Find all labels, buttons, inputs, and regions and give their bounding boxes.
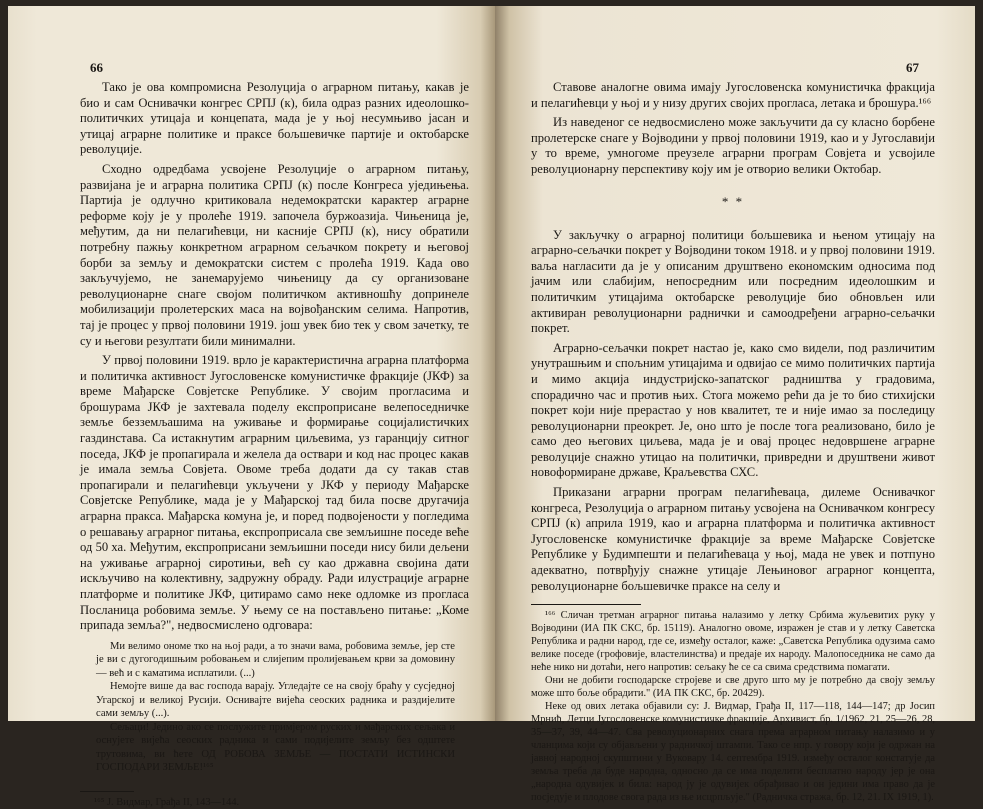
quote-paragraph: Немојте више да вас господа варају. Угледајте се на своју браћу у сусједној Угарској и великој Русији. Оснивајте вијећа сеоских радника и раздијелите сами земљу (...).: [96, 681, 455, 720]
paragraph: Сходно одредбама усвојене Резолуције о аграрном питању, развијана је и аграрна политика СРПЈ (к) после Конгреса уједињења. Партија је одлучно критиковала недемократски карактер аграрне реформе коју је у пролеће 1919. започела буржоазија. Чињеница је, међутим, да ни пелагићевци, ни касније СРПЈ (к), нису обратили потребну пажњу конкретном аграрном сељачком покрету и његовој борби за земљу и демократски систем с пролећа 1919. Када ово закључујемо, не занемарујемо чињеницу да су организоване револуционарне снаге својом политичком активношћу допринеле мобилизацији пролетерских маса на војвођанским селима. Напротив, тај је процес у првој половини 1919. још увек био тек у свом зачетку, те су и његови резултати били минимални.: [80, 161, 469, 348]
paragraph: У закључку о аграрној политици бољшевика и њеном утицају на аграрно-сељачки покрет у Војводини током 1918. и у првој половини 1919. ваља нагласити да је у описаним друштвено економским односима под јачим или слабијим, непосредним или посредним идеолошким и политичким утицајима октобарске револуције био обновљен или активиран револуционарни раднички и самоодређени аграрно-сељачки покрет.: [531, 227, 935, 336]
footnote-divider: [80, 791, 134, 792]
page-number-right: 67: [906, 60, 919, 75]
left-page: [8, 6, 495, 808]
open-book: [8, 6, 975, 808]
right-page: [495, 6, 975, 804]
footnote: Неке од ових летака објавили су: Ј. Видмар, Грађа II, 117—118, 144—147; др Јосип Мрнић, Летци Југословенске комунистичке фракције, Архивист, бр. 1/1962, 21, 25—26, 28, 35—37, 39, 44—47. Сва револуционарних снага према аграрном питању налазимо и у чланцима који су објављени у радничкој штампи. Тако се нпр. у говору који је одржан на јавној народној скупштини у Вуковару 14. септембра 1919. између осталог констатује да земља треба да буде народна, односно да се има поделити бесплатно народу јер је она „народна одувијек и била: народ ју је одувијек обрађивао и он једини има право да је посједује и плодове свога рада из ње исцрпљује." (Радничка стража, бр. 12, 21. IX 1919, 1).: [531, 701, 935, 804]
paragraph: Аграрно-сељачки покрет настао је, како смо видели, под различитим унутрашњим и спољним утицајима и одвијао се мимо политичких партија и мимо акција индустријско-запатског радништва у градовима, спорадично час и против њих. Стога можемо рећи да је то био стихијски покрет који није прерастао у нов квалитет, те и није имао за последицу револуционарни преокрет. Је, оно што је после тога реализовано, било је само део његових циљева, мада је и овај процес недовршене аграрне револуције снажно утицао на политички, привредни и друштвени живот новоформиране државе, Краљевства СХС.: [531, 340, 935, 480]
section-separator: * *: [721, 193, 745, 209]
paragraph: Тако је ова компромисна Резолуција о аграрном питању, какав је био и сам Оснивачки конгрес СРПЈ (к), била одраз разних идеолошко-политичких утицаја и концепата, мада је у њој несумњиво јасан и утицај аграрне политике и праксе бољшевичке партије и октобарске револуције.: [80, 80, 469, 157]
footnote: ¹⁶⁵ Ј. Видмар, Грађа II, 143—144.: [94, 796, 240, 808]
block-quote: [96, 640, 455, 775]
quote-paragraph: Ми велимо ономе тко на њој ради, а то значи вама, робовима земље, јер сте је ви с дугогодишњим робовањем и слијепим пролијевањем крви за домовину — већ и с каматима исплатили. (...): [96, 640, 455, 679]
footnote: Они не добити господарске стројеве и све друго што му је потребно да своју земљу може што боље обрадити." (ИА ПК СКС, бр. 20429).: [531, 675, 935, 700]
paragraph: У првој половини 1919. врло је карактеристична аграрна платформа и политичка активност Југословенске комунистичке фракције (ЈКФ) за време Мађарске Совјетске Републике. У својим прогласима и брошурама ЈКФ је захтевала поделу експроприсане велепоседничке земље безземљашима на уживање и формирање социјалистичких газдинстава. Са истакнутим аграрним циљевима, уз гаранцију ситног поседа, ЈКФ је пропагирала и желела да оствари и код нас процес какав је имала земља Совјета. Овоме треба додати да су такав став пропагирали и пелагићевци укључени у ЈКФ у периоду Мађарске Совјетске Републике, мада је у Мађарској тад била посве другачија аграрна пракса. Мађарска комуна је, и поред подвојености у погледима о решавању аграрног питања, експроприсала све земљишне поседе веће од 50 ха. Међутим, експроприсани земљишни поседи нису били дељени на уживање аграрној сиротињи, већ су као државна својина дати искључиво на колективну, задружну обраду. Ради илустрације аграрне платформе и политике ЈКФ, цитирамо само неке одломке из прогласа Посланица робовима земље. У њему се на постављено питање: „Коме припада земља?", недвосмислено одговара:: [80, 353, 469, 633]
paragraph: Ставове аналогне овима имају Југословенска комунистичка фракција и пелагићевци у њој и у низу других својих прогласа, летака и брошура.¹⁶⁶: [531, 80, 935, 110]
footnote-divider: [531, 604, 641, 605]
footnote: ¹⁶⁶ Сличан третман аграрног питања налазимо у летку Србима жуљевитих руку у Војводини (ИА ПК СКС, бр. 15119). Аналогно овоме, изражен је став и у летку Саветска Република и радни народ, где се, између осталог, каже: „Саветска Република одузима само велике поседе (грофовије, властелинства) и предаје их народу. Малопоседника не само да неће нико ни дотаћи, него напротив: сељаку ће се са свима средствима помагати.: [531, 610, 935, 674]
paragraph: Приказани аграрни програм пелагићеваца, дилеме Оснивачког конгреса, Резолуција о аграрном питању усвојена на Оснивачком конгресу СРПЈ (к) априла 1919, као и аграрна платформа и политичка активност Југословенске комунистичке фракције за време Мађарске Совјетске Републике у Будимпешти и пелагићеваца у њој, мада не увек и потпуно адекватно, потврђују снажне утицаје Лењиновог аграрног концепта, револуционарне бољшевичке праксе на селу и: [531, 485, 935, 593]
quote-paragraph: Сељаци! Једино ако се послужите примјером руских и мађарских сељака и оснујете вијећа сеоских радника и сами подијелите земљу без одштете трутовима, ви ћете ОД РОБОВА ЗЕМЉЕ — ПОСТАТИ ИСТИНСКИ ГОСПОДАРИ ЗЕМЉЕ!¹⁶⁵: [96, 721, 455, 774]
paragraph: Из наведеног се недвосмислено може закључити да су класно борбене пролетерске снаге у Војводини у првој половини 1919, као и у Југославији у то време, умногоме преузеле аграрни програм Совјета и усвојиле револуционарну перспективу коју им је отворио велики Октобар.: [531, 115, 935, 176]
left-page-body: [80, 80, 469, 809]
page-number-left: 66: [90, 60, 103, 75]
right-page-body: [531, 80, 935, 804]
